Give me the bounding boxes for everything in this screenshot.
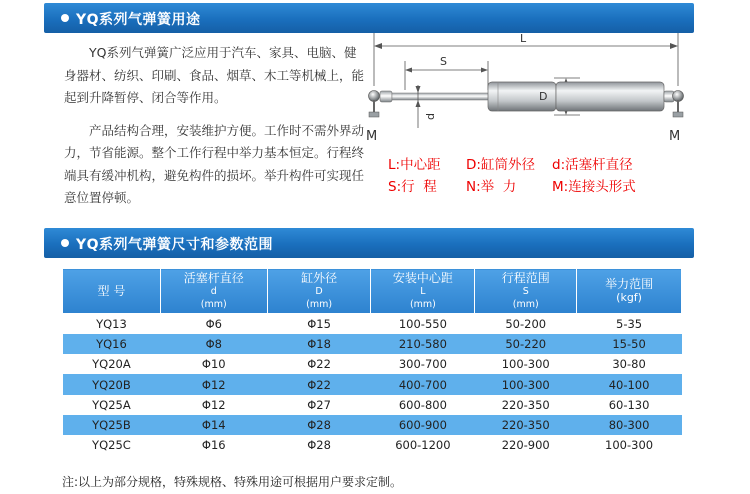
left-end-fitting (380, 91, 392, 102)
arrow-head-icon (405, 68, 412, 73)
arrow-head-icon (416, 86, 421, 93)
intro-text (64, 42, 364, 210)
cell-force: 60-130 (608, 397, 650, 412)
cell-distance: 100-550 (398, 316, 447, 331)
cell-model: YQ20A (92, 357, 131, 372)
cell-distance: 400-700 (371, 374, 475, 394)
cell-model: YQ13 (96, 316, 127, 331)
cell-stroke: 220-900 (501, 438, 550, 453)
legend-d: d:活塞杆直径 (552, 157, 633, 173)
cell-distance: 600-1200 (395, 438, 451, 453)
dim-label-L: L (520, 32, 527, 45)
cell-rod: Φ10 (201, 357, 226, 372)
header-center-distance: 安装中心距 L (mm) (371, 269, 475, 314)
arrow-head-icon (481, 68, 488, 73)
cell-model: YQ20B (63, 374, 161, 394)
intro-paragraph-features: 产品结构合理，安装维护方便。工作时不需外界动力，节省能源。整个工作行程中举力基本恒定。行程终端具有缓冲机构，避免构件的损坏。举升构件可实现任意位置停顿。 (64, 122, 365, 205)
cell-rod: Φ6 (205, 316, 222, 331)
header-model: 型 号 (63, 269, 161, 314)
cell-model: YQ25B (63, 415, 161, 435)
dimension-legend (388, 154, 636, 198)
arrow-head-icon (670, 43, 678, 49)
cell-distance: 210-580 (371, 334, 475, 354)
cell-stroke: 100-300 (475, 374, 577, 394)
cell-model: YQ16 (63, 334, 161, 354)
left-nut (369, 112, 379, 117)
cell-force: 80-300 (577, 415, 682, 435)
header-cylinder-diameter: 缸外径 D (mm) (267, 269, 371, 314)
cell-stroke: 50-220 (475, 334, 577, 354)
legend-L: L:中心距 (388, 157, 441, 173)
legend-S: S:行 程 (388, 179, 437, 195)
cell-cylinder: Φ28 (267, 415, 371, 435)
bullet-icon (61, 14, 69, 22)
footnote: 注:以上为部分规格，特殊规格、特殊用途可根据用户要求定制。 (62, 475, 403, 489)
piston-rod (392, 93, 492, 100)
cell-cylinder: Φ22 (307, 357, 331, 372)
header-rod-diameter: 活塞杆直径 d (mm) (160, 269, 267, 314)
cell-force: 5-35 (616, 316, 643, 331)
dim-label-D: D (539, 90, 548, 103)
cell-stroke: 220-350 (475, 415, 577, 435)
cylinder-tail (556, 82, 664, 111)
cell-stroke: 100-300 (501, 357, 550, 372)
table-row (63, 395, 682, 415)
arrow-head-icon (416, 100, 421, 107)
label-M-left: M (366, 129, 378, 144)
cell-force: 15-50 (577, 334, 682, 354)
cell-force: 30-80 (612, 357, 646, 372)
dim-label-S: S (440, 55, 447, 68)
cell-model: YQ25C (92, 438, 131, 453)
cell-distance: 300-700 (398, 357, 447, 372)
header-stroke: 行程范围 S (mm) (475, 269, 577, 314)
cell-distance: 600-800 (398, 397, 447, 412)
cell-rod: Φ14 (160, 415, 267, 435)
cell-distance: 600-900 (371, 415, 475, 435)
bullet-icon (61, 239, 69, 247)
table-row (63, 435, 682, 455)
cell-cylinder: Φ28 (307, 438, 331, 453)
cell-model: YQ25A (92, 397, 131, 412)
section-title-usage: YQ系列气弹簧用途 (76, 12, 201, 28)
cell-rod: Φ12 (160, 374, 267, 394)
cell-force: 100-300 (605, 438, 654, 453)
cell-rod: Φ16 (201, 438, 226, 453)
left-ball-joint (369, 91, 380, 102)
spec-table (62, 268, 682, 456)
cell-cylinder: Φ27 (307, 397, 331, 412)
cell-cylinder: Φ15 (307, 316, 331, 331)
right-nut (673, 112, 683, 117)
table-row (63, 354, 682, 374)
arrow-head-icon (374, 43, 382, 49)
cell-rod: Φ8 (160, 334, 267, 354)
gas-spring-diagram (360, 28, 700, 228)
table-row (63, 415, 682, 435)
cell-cylinder: Φ22 (267, 374, 371, 394)
table-row (63, 334, 682, 354)
dim-label-d: d (424, 113, 437, 120)
header-force: 举力范围 (kgf) (577, 269, 682, 314)
table-row (63, 374, 682, 394)
table-row (63, 314, 682, 334)
cell-cylinder: Φ18 (267, 334, 371, 354)
right-ball-joint (673, 91, 684, 102)
legend-M: M:连接头形式 (552, 179, 636, 195)
section-title-specs: YQ系列气弹簧尺寸和参数范围 (76, 237, 274, 253)
cell-rod: Φ12 (201, 397, 226, 412)
label-M-right: M (669, 129, 681, 144)
cell-stroke: 220-350 (501, 397, 550, 412)
cell-stroke: 50-200 (505, 316, 547, 331)
cell-force: 40-100 (577, 374, 682, 394)
section-header-specs (44, 228, 694, 258)
table-header-row (63, 269, 682, 314)
intro-paragraph-applications: YQ系列气弹簧广泛应用于汽车、家具、电脑、健身器材、纺织、印刷、食品、烟草、木工等机械上，能起到升降暂停、闭合等作用。 (64, 45, 365, 105)
legend-D: D:缸筒外径 (466, 157, 535, 173)
legend-N: N:举 力 (466, 179, 517, 195)
